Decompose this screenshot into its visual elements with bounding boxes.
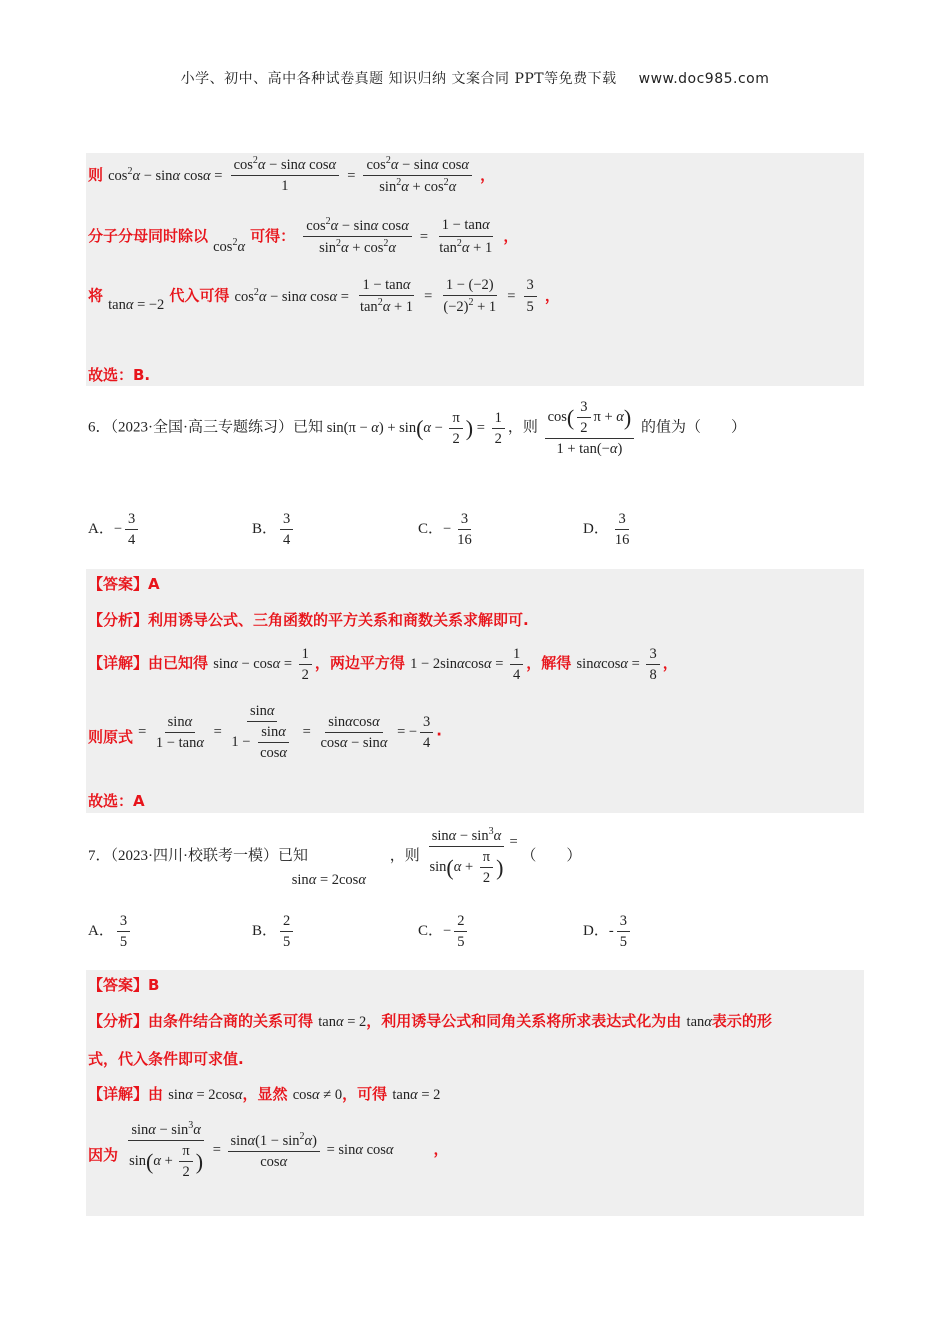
prev-line-1: 则 $\cos^2\alpha - \sin\alpha$ cosα = $\frac{\cos^2\alpha - \sin\alpha \cos\alpha}{1}$ = $\frac{\cos^2\alpha - \sin\alpha \cos\alpha}{\sin^2\alpha + \cos^2\alpha}$ ， (88, 155, 496, 195)
prev-choose: 故选：B. (88, 366, 151, 384)
q6-option-c[interactable]: C．− $\frac{3}{16}$ (418, 511, 472, 549)
q6-option-b[interactable]: B． $\frac{3}{4}$ (252, 510, 296, 549)
q7-option-b[interactable]: B． $\frac{2}{5}$ (252, 912, 296, 951)
q6-number: 6． (88, 419, 111, 436)
solution-panel-q6 (86, 569, 864, 813)
prev-line-3: 将 tanα = −2 代入可得 $\cos^2\alpha - \sin\alpha$ cosα = $\frac{1 - \tan\alpha}{\tan^2\alpha + 1}$ = $\frac{1 - (-2)}{(-2)^2 + 1}$ = $\frac{3}{5}$ ， (88, 277, 560, 315)
question-7: 7．（2023·四川·校联考一模）已知 sinα = 2cosα ，则 $\sin\alpha - \sin^3\alpha$ sin(α + $\frac{\pi}{2}$ ) = （ ） (88, 826, 582, 889)
q6-choose: 故选：A (88, 792, 145, 810)
q7-detail: 【详解】由 sinα = 2cosα，显然 cosα ≠ 0，可得 tanα = 2 (88, 1085, 441, 1103)
q7-number: 7． (88, 848, 111, 865)
q6-option-d[interactable]: D． $\frac{3}{16}$ (583, 511, 630, 549)
q6-answer: 【答案】A (88, 575, 160, 593)
q7-analysis: 【分析】由条件结合商的关系可得 tanα = 2，利用诱导公式和同角关系将所求表达式化为由 tanα表示的形 (88, 1012, 772, 1030)
header-text: 小学、初中、高中各种试卷真题 知识归纳 文案合同 PPT等免费下载 (180, 71, 617, 87)
q7-option-a[interactable]: A． $\frac{3}{5}$ (88, 912, 133, 951)
q7-because: 因为 $\sin\alpha - \sin^3\alpha$ sin(α + $\frac{\pi}{2}$ ) = $\frac{\sin\alpha(1 - \sin^2\alpha)}{\cos\alpha}$ = sinα cosα ， (88, 1120, 449, 1181)
header-site: www.doc985.com (638, 71, 770, 87)
q6-source: （2023·全国·高三专题练习）已知 (110, 419, 324, 436)
q7-analysis-cont: 式，代入条件即可求值. (88, 1050, 244, 1068)
q7-option-c[interactable]: C．− $\frac{2}{5}$ (418, 912, 470, 951)
q6-analysis: 【分析】利用诱导公式、三角函数的平方关系和商数关系求解即可. (88, 611, 529, 629)
q6-detail: 【详解】由已知得 sinα − cosα = $\frac{1}{2}$ ，两边平方得 1 − 2sinαcosα = $\frac{1}{4}$ ，解得 sinαcosα = $\frac{3}{8}$ ， (88, 646, 678, 684)
q7-answer: 【答案】B (88, 976, 160, 994)
q7-option-d[interactable]: D．- $\frac{3}{5}$ (583, 912, 633, 951)
q6-option-a[interactable]: A．− $\frac{3}{4}$ (88, 510, 141, 549)
q6-original: 则原式 = $\frac{\sin\alpha}{1 - \tan\alpha}$ = sinα 1 − $\frac{\sin\alpha}{\cos\alpha}$ = $\frac{\sin\alpha\cos\alpha}{\cos\alpha - \sin\alpha}$ = − $\frac{3}{4}$ . (88, 703, 442, 762)
q7-source: （2023·四川·校联考一模）已知 (110, 848, 309, 865)
question-6: 6．（2023·全国·高三专题练习）已知 sin(π − α) + sin(α − $\frac{\pi}{2}$ ) = $\frac{1}{2}$ ，则 cos( $\frac{3}{2}$ π + α) 1 + tan(−α) 的值为（ ） (88, 399, 746, 458)
page-header (0, 68, 950, 88)
prev-line-2: 分子分母同时除以 $\cos^2\alpha$ 可得： $\frac{\cos^2\alpha - \sin\alpha \cos\alpha}{\sin^2\alpha + \cos^2\alpha}$ = $\frac{1 - \tan\alpha}{\tan^2\alpha + 1}$ ， (88, 216, 519, 256)
